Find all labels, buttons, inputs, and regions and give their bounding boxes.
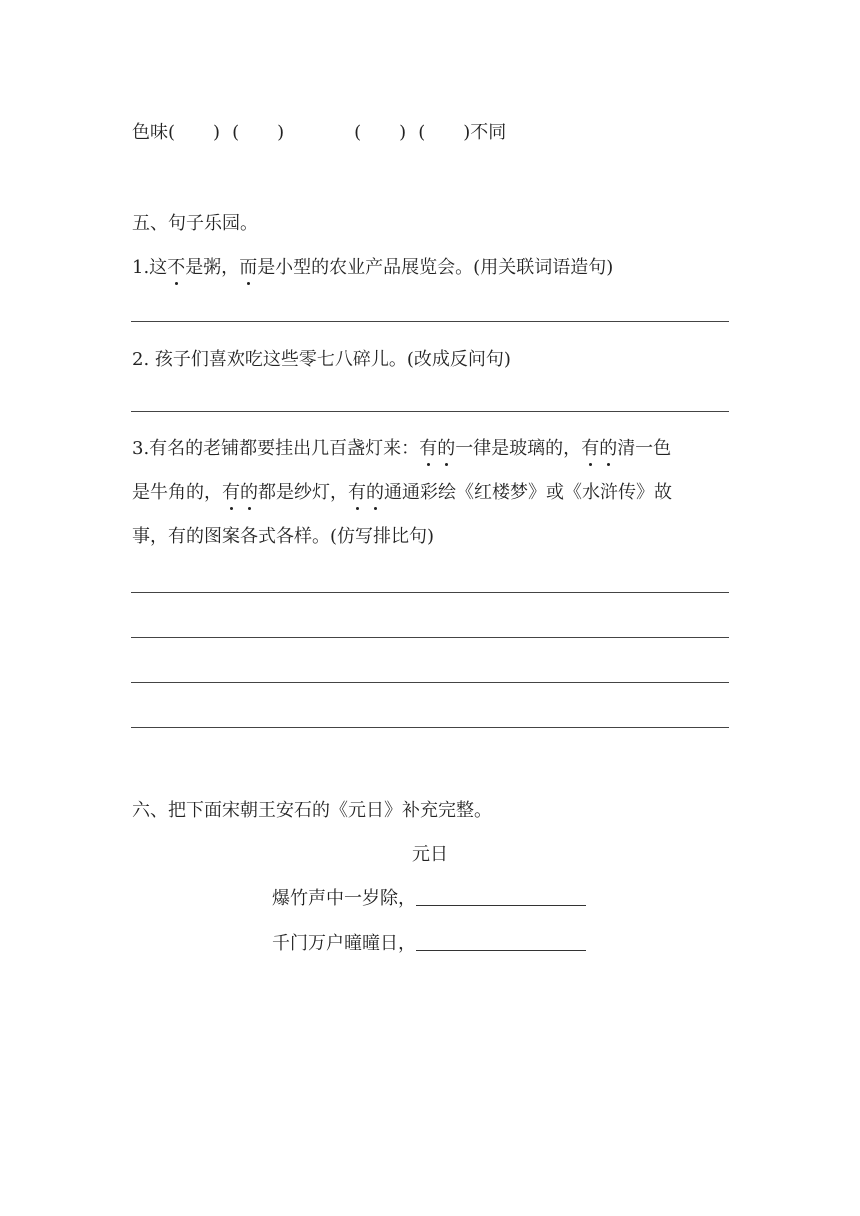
question-3-line-3: 事，有的图案各式各样。(仿写排比句) [132, 526, 435, 547]
text-segment: 通通彩绘《红楼梦》或《水浒传》故 [384, 482, 672, 503]
text-segment: 是小型的农业产品展览会。(用关联词语造句) [257, 257, 614, 278]
poem-text: 爆竹声中一岁除， [272, 888, 416, 909]
poem-title: 元日 [412, 844, 448, 865]
answer-line-3a[interactable] [131, 592, 729, 593]
text-segment: 是牛角的， [132, 482, 222, 503]
question-1 [132, 256, 613, 280]
emphasis-char: 有 [419, 438, 438, 459]
text-segment: ) [277, 122, 285, 143]
text-segment: ) [213, 122, 221, 143]
text-segment: ( [354, 122, 362, 143]
emphasis-char: 的 [366, 482, 384, 503]
poem-text: 千门万户曈曈日， [272, 933, 416, 954]
text-segment: 一律是玻璃的， [455, 438, 582, 459]
emphasis-char: 的 [240, 482, 258, 503]
text-segment: )不同 [463, 122, 507, 143]
emphasis-char: 的 [599, 438, 618, 459]
section-heading-6: 六、把下面宋朝王安石的《元日》补充完整。 [132, 800, 492, 821]
question-3-line-2 [132, 481, 672, 505]
text-segment: ( [418, 122, 426, 143]
answer-line-3c[interactable] [131, 682, 729, 683]
text-segment: 都是纱灯， [258, 482, 348, 503]
emphasis-char: 而 [239, 257, 258, 278]
text-segment: 清一色 [617, 438, 672, 459]
poem-blank-2[interactable] [416, 932, 586, 951]
question-3-line-1 [132, 437, 671, 461]
poem-line-2 [272, 932, 586, 956]
emphasis-char: 有 [581, 438, 600, 459]
text-segment: ) [399, 122, 407, 143]
text-segment: ( [232, 122, 240, 143]
answer-line-2[interactable] [131, 411, 729, 412]
emphasis-char: 有 [222, 482, 240, 503]
text-segment: 3.有名的老铺都要挂出几百盏灯来： [132, 438, 420, 459]
emphasis-char: 有 [348, 482, 366, 503]
text-segment: 色味( [132, 122, 176, 143]
section-heading-5: 五、句子乐园。 [132, 213, 258, 234]
emphasis-char: 的 [437, 438, 456, 459]
poem-line-1 [272, 887, 586, 911]
emphasis-char: 不 [167, 257, 186, 278]
text-segment: 是粥， [185, 257, 240, 278]
answer-line-3d[interactable] [131, 727, 729, 728]
fill-in-line-colors [132, 121, 506, 145]
question-2: 2. 孩子们喜欢吃这些零七八碎儿。(改成反问句) [132, 349, 511, 370]
answer-line-3b[interactable] [131, 637, 729, 638]
answer-line-1[interactable] [131, 321, 729, 322]
poem-blank-1[interactable] [416, 887, 586, 906]
text-segment: 1.这 [132, 257, 168, 278]
